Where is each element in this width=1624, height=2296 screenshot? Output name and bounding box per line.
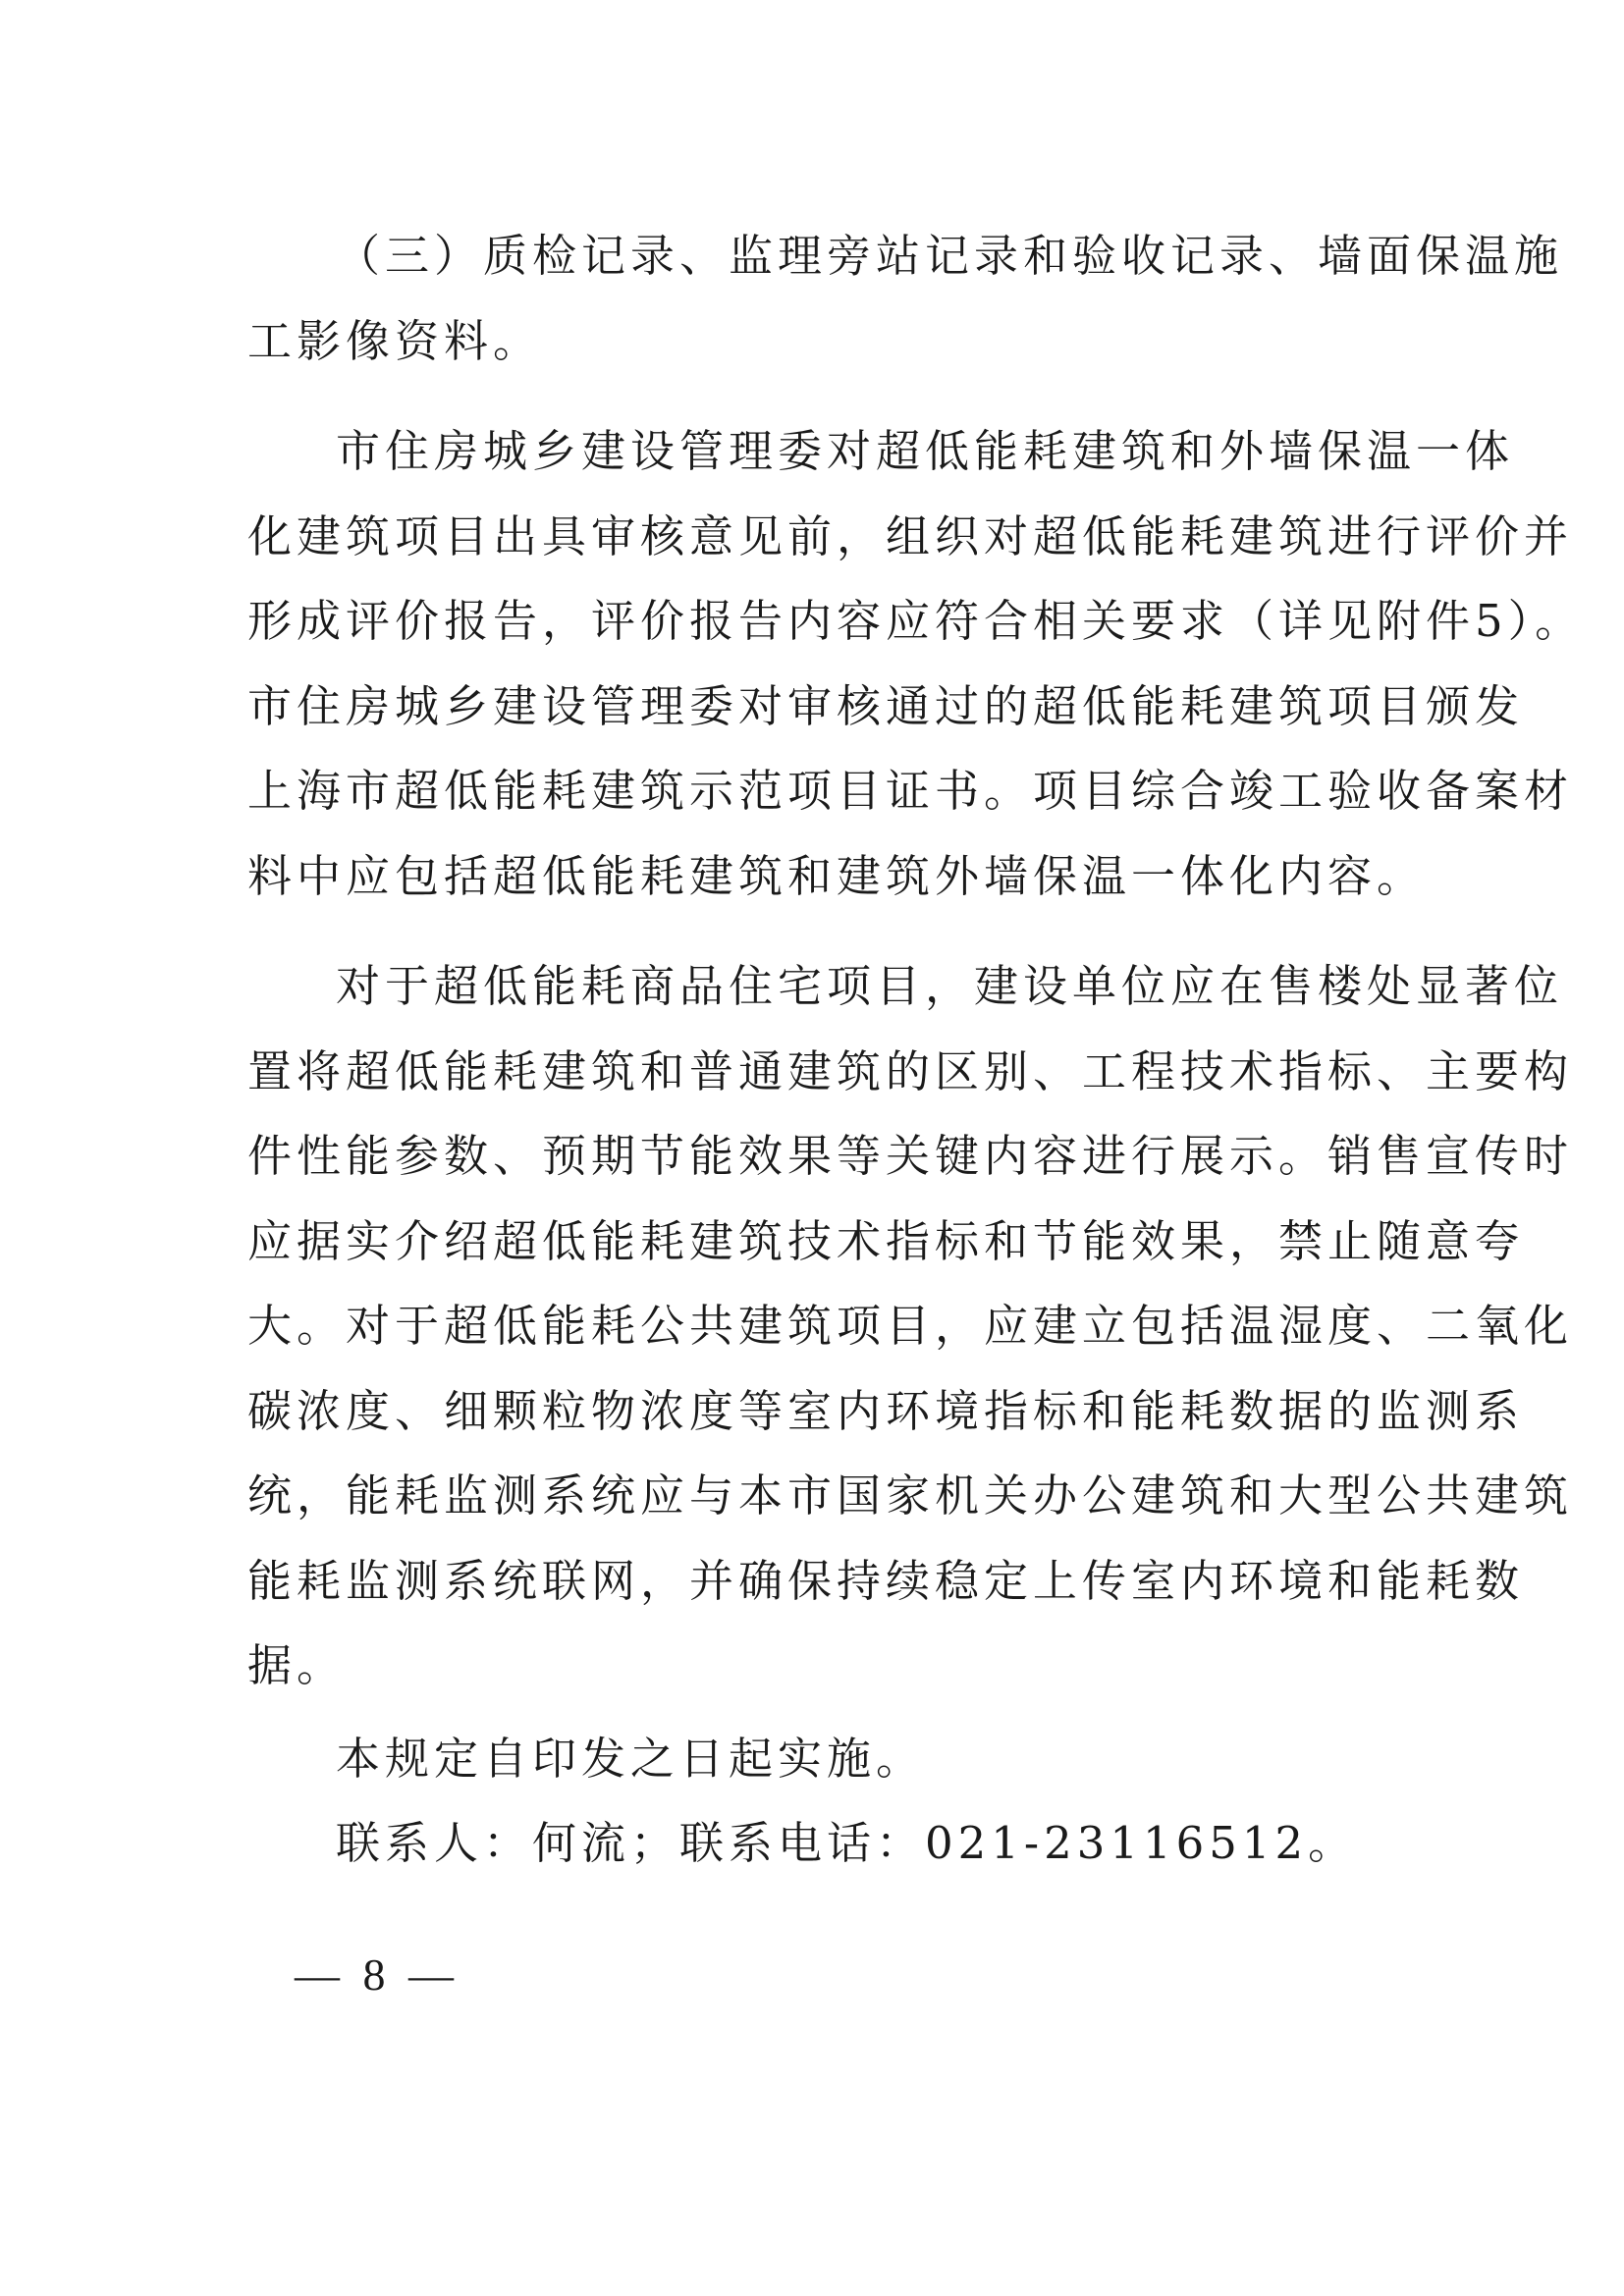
text-line: 能耗监测系统联网，并确保持续稳定上传室内环境和能耗数 [247, 1554, 1525, 1607]
text-line: 联系人：何流；联系电话：021-23116512。 [336, 1817, 1358, 1869]
text-line: 置将超低能耗建筑和普通建筑的区别、工程技术指标、主要构 [247, 1044, 1574, 1097]
text-line: 料中应包括超低能耗建筑和建筑外墙保温一体化内容。 [247, 849, 1427, 902]
text-line: 化建筑项目出具审核意见前，组织对超低能耗建筑进行评价并 [247, 509, 1574, 562]
text-line: 市住房城乡建设管理委对超低能耗建筑和外墙保温一体 [336, 425, 1515, 477]
paragraph-sales-display [247, 944, 1574, 1709]
paragraph-review-evaluation [247, 409, 1585, 919]
text-line: 件性能参数、预期节能效果等关键内容进行展示。销售宣传时 [247, 1130, 1574, 1182]
text-line: 应据实介绍超低能耗建筑技术指标和节能效果，禁止随意夸 [247, 1214, 1525, 1267]
text-line: 据。 [247, 1639, 347, 1691]
paragraph-contact [247, 1801, 1384, 1887]
text-line: 大。对于超低能耗公共建筑项目，应建立包括温湿度、二氧化 [247, 1300, 1574, 1352]
text-line: 本规定自印发之日起实施。 [336, 1732, 926, 1785]
text-line: 工影像资料。 [247, 314, 543, 367]
text-line: 市住房城乡建设管理委对审核通过的超低能耗建筑项目颁发 [247, 679, 1525, 732]
text-line: 对于超低能耗商品住宅项目，建设单位应在售楼处显著位 [336, 960, 1564, 1012]
text-line: 上海市超低能耗建筑示范项目证书。项目综合竣工验收备案材 [247, 765, 1574, 817]
text-line: 碳浓度、细颗粒物浓度等室内环境指标和能耗数据的监测系 [247, 1384, 1525, 1437]
paragraph-quality-records [247, 214, 1564, 384]
document-body [247, 214, 1585, 1887]
text-line: 统，能耗监测系统应与本市国家机关办公建筑和大型公共建筑 [247, 1469, 1574, 1522]
text-line: 形成评价报告，评价报告内容应符合相关要求（详见附件5）。 [247, 595, 1585, 647]
text-line: （三）质检记录、监理旁站记录和验收记录、墙面保温施 [336, 230, 1564, 282]
paragraph-effective-date [247, 1717, 1384, 1802]
page-number: — 8 — [295, 1949, 460, 2000]
